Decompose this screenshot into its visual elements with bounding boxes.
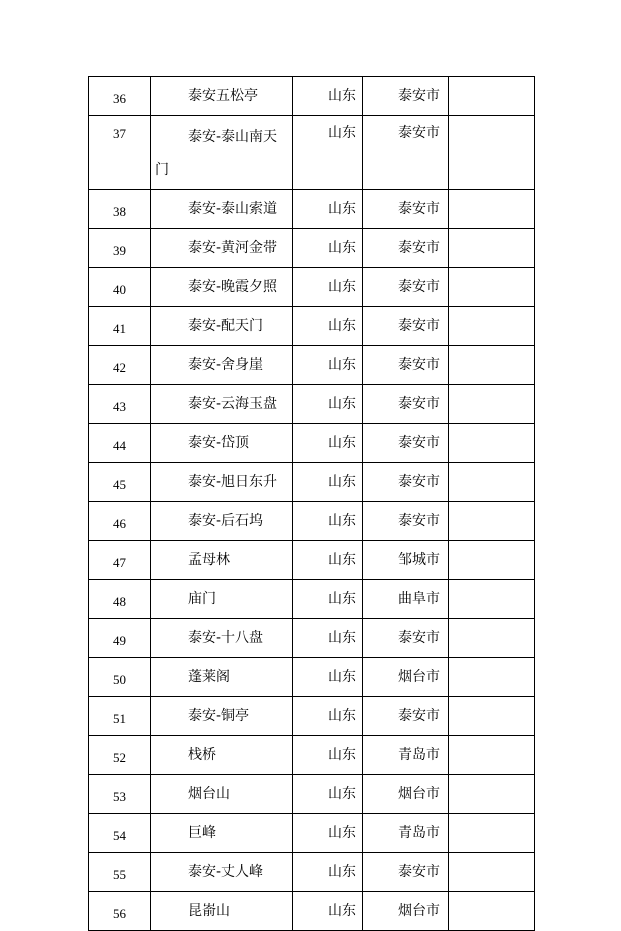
spot-name-cell: 烟台山 <box>151 775 293 814</box>
row-number-cell: 51 <box>89 697 151 736</box>
table-row <box>89 541 535 580</box>
note-cell <box>449 853 535 892</box>
spot-name-cell: 泰安-十八盘 <box>151 619 293 658</box>
spot-name-cell: 泰安-旭日东升 <box>151 463 293 502</box>
table-row <box>89 814 535 853</box>
city-cell: 邹城市 <box>363 541 449 580</box>
table-row <box>89 116 535 190</box>
row-number-cell: 42 <box>89 346 151 385</box>
row-number-cell: 45 <box>89 463 151 502</box>
province-cell: 山东 <box>293 190 363 229</box>
spot-name-cell: 泰安-云海玉盘 <box>151 385 293 424</box>
row-number-cell: 47 <box>89 541 151 580</box>
row-number-cell: 44 <box>89 424 151 463</box>
note-cell <box>449 307 535 346</box>
table-row <box>89 346 535 385</box>
province-cell: 山东 <box>293 658 363 697</box>
note-cell <box>449 697 535 736</box>
spot-name-cell: 庙门 <box>151 580 293 619</box>
note-cell <box>449 268 535 307</box>
city-cell: 青岛市 <box>363 736 449 775</box>
spot-name-cell: 泰安-泰山南天门 <box>151 116 293 190</box>
row-number-cell: 49 <box>89 619 151 658</box>
table-row <box>89 697 535 736</box>
table-row <box>89 502 535 541</box>
city-cell: 泰安市 <box>363 229 449 268</box>
row-number-cell: 36 <box>89 77 151 116</box>
note-cell <box>449 463 535 502</box>
row-number-cell: 54 <box>89 814 151 853</box>
province-cell: 山东 <box>293 307 363 346</box>
table-row <box>89 190 535 229</box>
note-cell <box>449 424 535 463</box>
province-cell: 山东 <box>293 424 363 463</box>
note-cell <box>449 736 535 775</box>
spot-name-cell: 蓬莱阁 <box>151 658 293 697</box>
province-cell: 山东 <box>293 77 363 116</box>
row-number-cell: 48 <box>89 580 151 619</box>
table-row <box>89 892 535 931</box>
row-number-cell: 52 <box>89 736 151 775</box>
city-cell: 泰安市 <box>363 307 449 346</box>
note-cell <box>449 892 535 931</box>
province-cell: 山东 <box>293 580 363 619</box>
table-row <box>89 268 535 307</box>
province-cell: 山东 <box>293 346 363 385</box>
note-cell <box>449 775 535 814</box>
province-cell: 山东 <box>293 892 363 931</box>
city-cell: 泰安市 <box>363 190 449 229</box>
table-row <box>89 853 535 892</box>
note-cell <box>449 814 535 853</box>
city-cell: 泰安市 <box>363 697 449 736</box>
spot-name-cell: 孟母林 <box>151 541 293 580</box>
city-cell: 泰安市 <box>363 77 449 116</box>
spot-name-cell: 泰安-配天门 <box>151 307 293 346</box>
spot-name-cell: 泰安-泰山索道 <box>151 190 293 229</box>
table-row <box>89 229 535 268</box>
province-cell: 山东 <box>293 814 363 853</box>
city-cell: 泰安市 <box>363 463 449 502</box>
row-number-cell: 46 <box>89 502 151 541</box>
table-row <box>89 619 535 658</box>
province-cell: 山东 <box>293 736 363 775</box>
table-row <box>89 77 535 116</box>
spot-name-cell: 泰安-铜亭 <box>151 697 293 736</box>
table-row <box>89 307 535 346</box>
note-cell <box>449 77 535 116</box>
city-cell: 青岛市 <box>363 814 449 853</box>
city-cell: 泰安市 <box>363 853 449 892</box>
spot-name-cell: 泰安-晚霞夕照 <box>151 268 293 307</box>
city-cell: 泰安市 <box>363 116 449 190</box>
note-cell <box>449 116 535 190</box>
note-cell <box>449 346 535 385</box>
province-cell: 山东 <box>293 268 363 307</box>
note-cell <box>449 385 535 424</box>
spot-name-cell: 泰安五松亭 <box>151 77 293 116</box>
spot-name-cell: 泰安-舍身崖 <box>151 346 293 385</box>
row-number-cell: 56 <box>89 892 151 931</box>
province-cell: 山东 <box>293 385 363 424</box>
city-cell: 烟台市 <box>363 775 449 814</box>
note-cell <box>449 502 535 541</box>
note-cell <box>449 658 535 697</box>
city-cell: 泰安市 <box>363 424 449 463</box>
province-cell: 山东 <box>293 619 363 658</box>
note-cell <box>449 190 535 229</box>
scenic-spots-table <box>88 76 535 931</box>
province-cell: 山东 <box>293 775 363 814</box>
note-cell <box>449 229 535 268</box>
row-number-cell: 50 <box>89 658 151 697</box>
row-number-cell: 38 <box>89 190 151 229</box>
row-number-cell: 53 <box>89 775 151 814</box>
province-cell: 山东 <box>293 229 363 268</box>
city-cell: 泰安市 <box>363 346 449 385</box>
table-row <box>89 658 535 697</box>
city-cell: 泰安市 <box>363 268 449 307</box>
city-cell: 烟台市 <box>363 658 449 697</box>
city-cell: 曲阜市 <box>363 580 449 619</box>
spot-name-cell: 泰安-丈人峰 <box>151 853 293 892</box>
province-cell: 山东 <box>293 463 363 502</box>
row-number-cell: 41 <box>89 307 151 346</box>
table-row <box>89 736 535 775</box>
row-number-cell: 43 <box>89 385 151 424</box>
table-row <box>89 775 535 814</box>
row-number-cell: 37 <box>89 116 151 190</box>
province-cell: 山东 <box>293 116 363 190</box>
province-cell: 山东 <box>293 853 363 892</box>
province-cell: 山东 <box>293 502 363 541</box>
city-cell: 泰安市 <box>363 385 449 424</box>
row-number-cell: 39 <box>89 229 151 268</box>
spot-name-cell: 泰安-黄河金带 <box>151 229 293 268</box>
row-number-cell: 40 <box>89 268 151 307</box>
city-cell: 泰安市 <box>363 502 449 541</box>
province-cell: 山东 <box>293 541 363 580</box>
spot-name-cell: 泰安-后石坞 <box>151 502 293 541</box>
spot-name-cell: 栈桥 <box>151 736 293 775</box>
row-number-cell: 55 <box>89 853 151 892</box>
spot-name-cell: 泰安-岱顶 <box>151 424 293 463</box>
table-row <box>89 580 535 619</box>
province-cell: 山东 <box>293 697 363 736</box>
table-row <box>89 385 535 424</box>
table-row <box>89 463 535 502</box>
city-cell: 烟台市 <box>363 892 449 931</box>
table-row <box>89 424 535 463</box>
spot-name-cell: 昆嵛山 <box>151 892 293 931</box>
city-cell: 泰安市 <box>363 619 449 658</box>
note-cell <box>449 580 535 619</box>
spot-name-cell: 巨峰 <box>151 814 293 853</box>
note-cell <box>449 619 535 658</box>
note-cell <box>449 541 535 580</box>
